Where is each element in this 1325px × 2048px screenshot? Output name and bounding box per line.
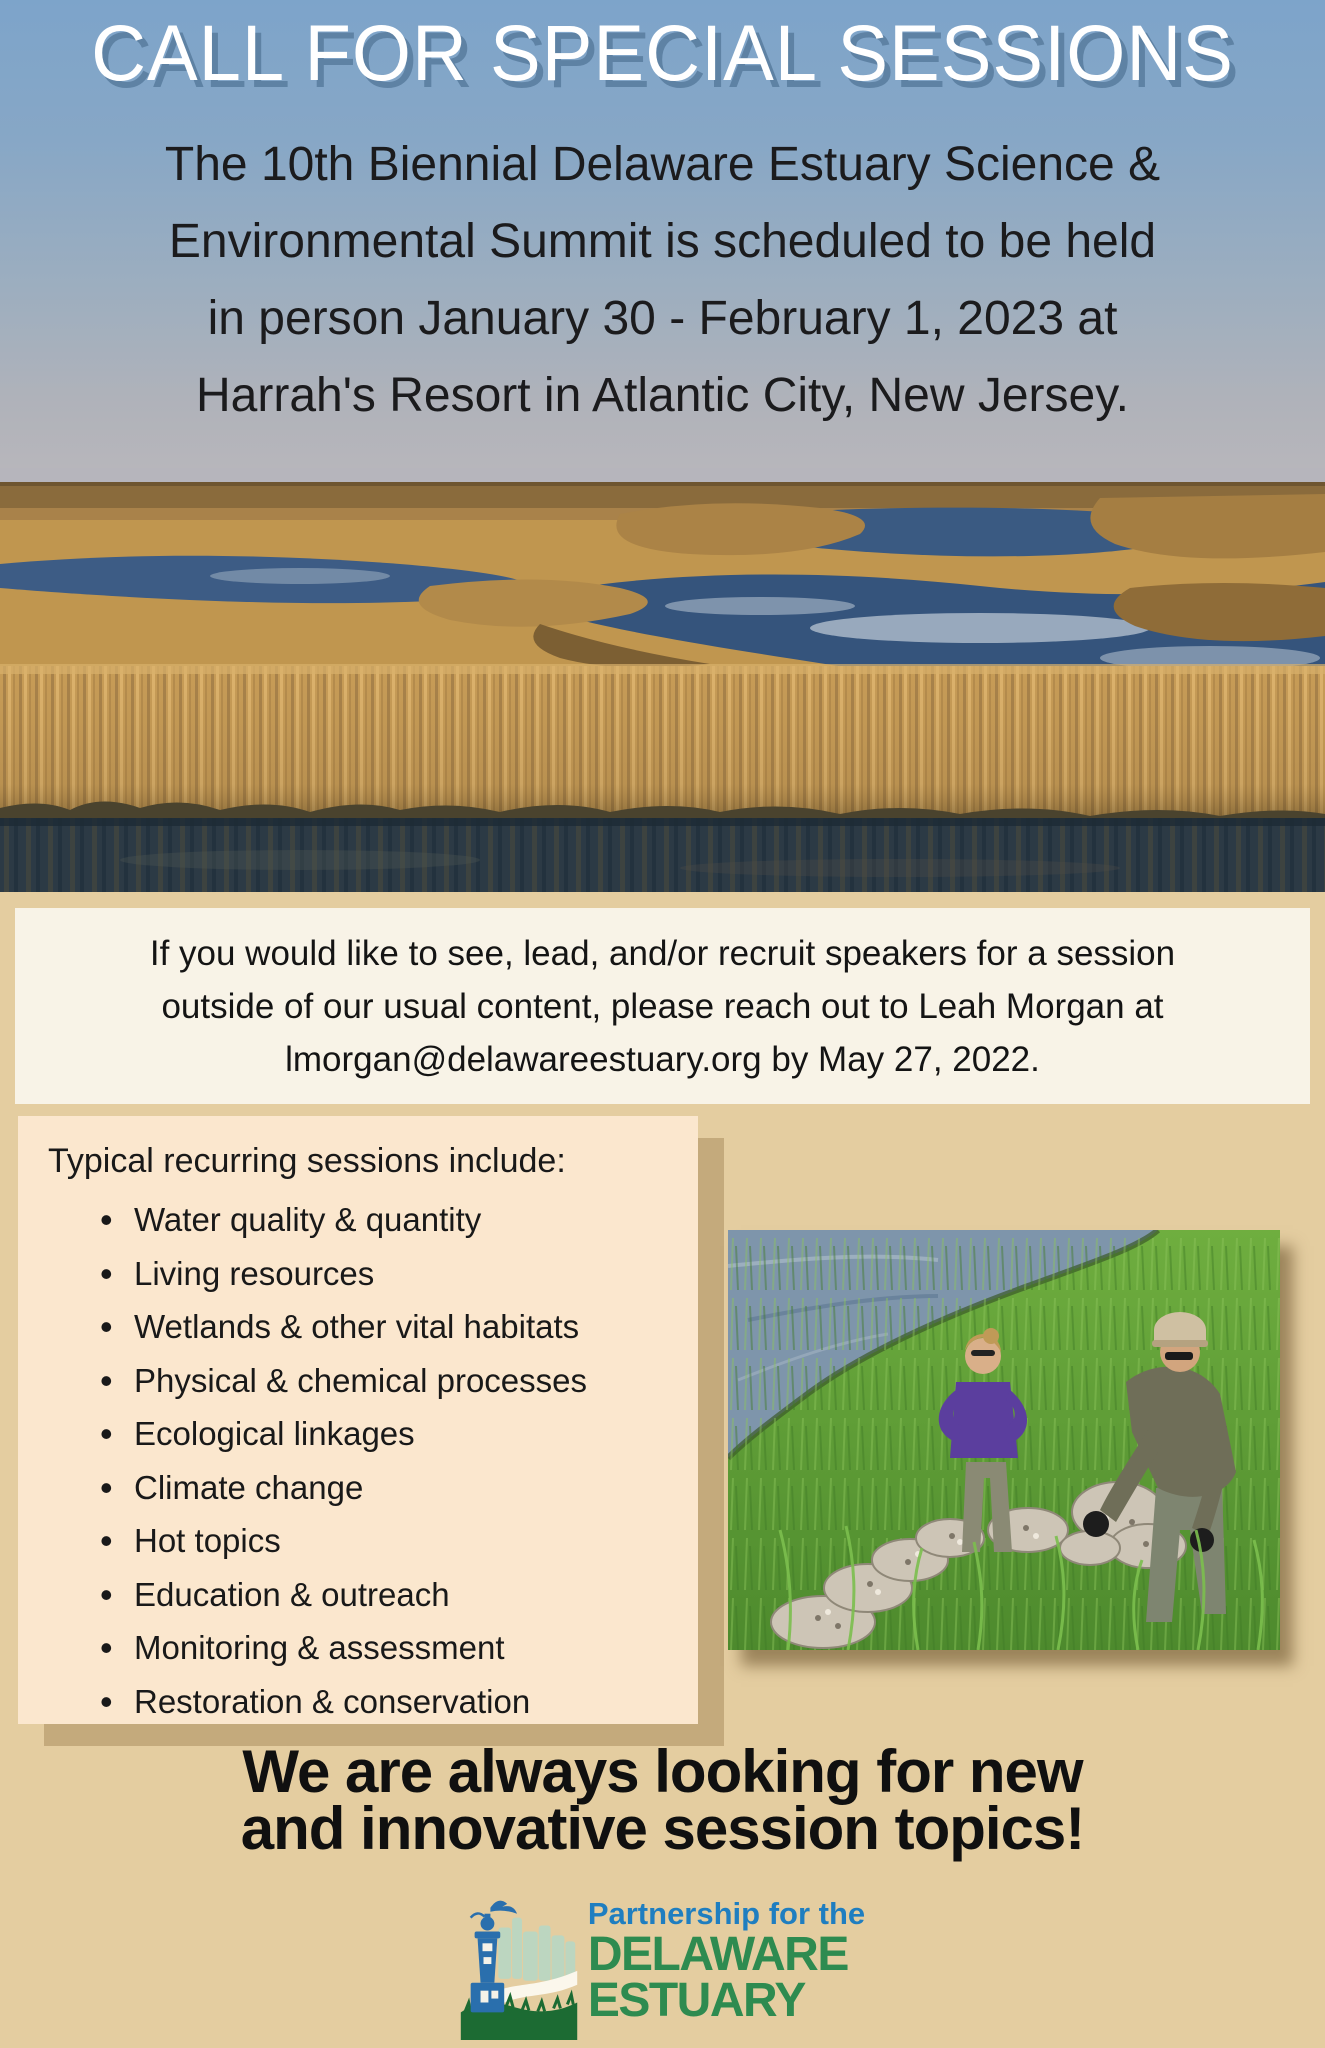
logo-name-estuary: ESTUARY [587,1974,805,2027]
topics-list [48,1193,680,1728]
logo-name-delaware: DELAWARE [587,1928,848,1981]
bird-icon [470,1901,516,1918]
topic-item: • Ecological linkages [134,1407,680,1461]
topic-item: • Hot topics [134,1514,680,1568]
sky-header-background [0,0,1325,468]
intro-line: The 10th Biennial Delaware Estuary Science & [164,138,1161,191]
lighthouse-icon [460,1892,580,2040]
topic-item: • Monitoring & assessment [134,1621,680,1675]
topics-box [18,1116,698,1724]
intro-line: Harrah's Resort in Atlantic City, New Jersey. [196,369,1129,422]
topics-heading: Typical recurring sessions include: [48,1142,566,1180]
poster-title: CALL FOR SPECIAL SESSIONS [91,9,1234,98]
notice-line: lmorgan@delawareestuary.org by May 27, 2022. [285,1039,1040,1079]
closing-line: and innovative session topics! [240,1795,1085,1862]
topic-item: • Restoration & conservation [134,1675,680,1729]
marsh-bottom-water [0,818,1325,892]
intro-paragraph [0,126,1325,434]
topic-item: • Wetlands & other vital habitats [134,1300,680,1354]
marsh-foreground-grass [0,664,1325,824]
notice-line: If you would like to see, lead, and/or recruit speakers for a session [149,933,1176,973]
organization-logo [0,1892,1325,2040]
logo-tagline: Partnership for the [587,1896,866,1931]
field-work-photo [728,1230,1280,1650]
notice-line: outside of our usual content, please reach out to Leah Morgan at [161,986,1164,1026]
topic-item: • Living resources [134,1247,680,1301]
closing-tagline [0,1738,1325,1862]
city-skyline [498,1918,575,1981]
intro-line: Environmental Summit is scheduled to be held [168,215,1157,268]
topic-item: • Physical & chemical processes [134,1354,680,1408]
closing-line: We are always looking for new [242,1738,1083,1805]
field-photo-illustration [728,1230,1280,1650]
logo-wordmark [587,1892,866,2027]
topic-item: • Climate change [134,1461,680,1515]
notice-box [15,908,1310,1104]
marsh-landscape-photo [0,468,1325,892]
topic-item: • Water quality & quantity [134,1193,680,1247]
intro-line: in person January 30 - February 1, 2023 at [207,292,1118,345]
lower-section [0,892,1325,2048]
topic-item: • Education & outreach [134,1568,680,1622]
marsh-photo-illustration [0,468,1325,892]
